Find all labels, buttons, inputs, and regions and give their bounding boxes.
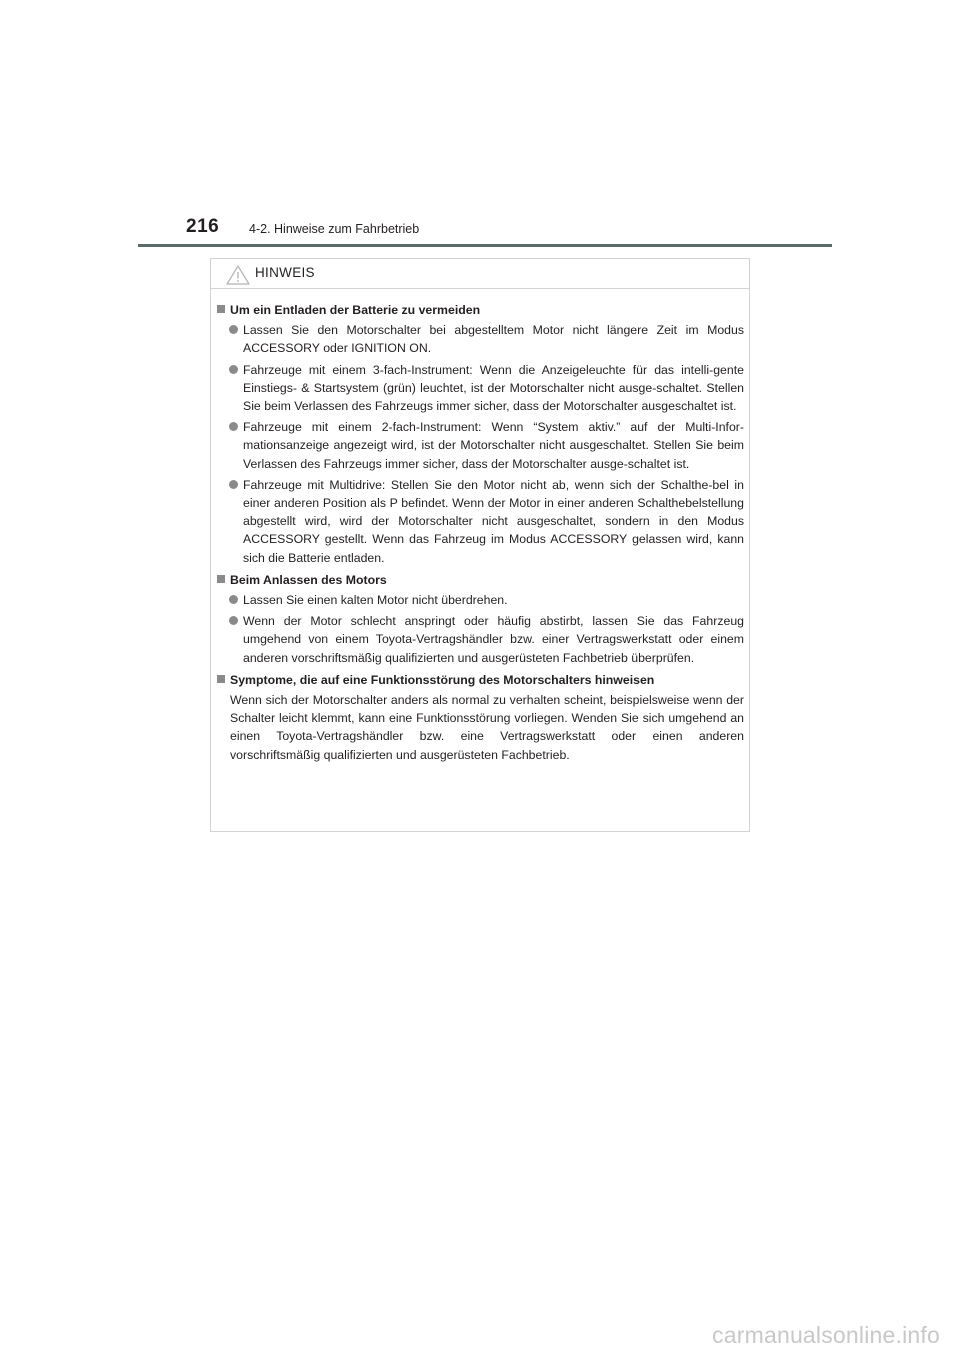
section-heading — [217, 571, 744, 589]
bullet-item — [217, 591, 744, 609]
bullet-text: Fahrzeuge mit einem 2-fach-Instrument: Wenn “System aktiv.” auf der Multi-Infor-mationsanzeige angezeigt wird, ist der Motorschalter nicht ausgeschaltet. Stellen Sie beim Verlassen des Fahrzeugs immer sicher, dass der Motorschalter ausge-schaltet ist. — [243, 420, 744, 471]
bullet-item — [217, 476, 744, 567]
warning-triangle-icon — [226, 265, 250, 285]
notice-header — [211, 259, 749, 289]
bullet-item — [217, 321, 744, 357]
bullet-text: Lassen Sie einen kalten Motor nicht überdrehen. — [243, 593, 508, 608]
round-bullet-icon — [229, 325, 238, 334]
round-bullet-icon — [229, 616, 238, 625]
section-heading — [217, 301, 744, 319]
round-bullet-icon — [229, 595, 238, 604]
notice-box — [210, 258, 750, 832]
section-text: Wenn sich der Motorschalter anders als normal zu verhalten scheint, beispielsweise wenn der Schalter leicht klemmt, kann eine Funktionsstörung vorliegen. Wenden Sie sich umgehend an einen Toyota-Vertragshändler bzw. eine Vertragswerkstatt oder einen anderen vorschriftsmäßig qualifizierten und ausgerüsteten Fachbetrieb. — [230, 693, 744, 762]
square-bullet-icon — [217, 675, 225, 683]
section-battery — [217, 301, 744, 567]
bullet-text: Fahrzeuge mit Multidrive: Stellen Sie den Motor nicht ab, wenn sich der Schalthe-bel in einer anderen Position als P befindet. Wenn der Motor in einer anderen Schalthebelstellung abgestellt wird, wird der Motorschalter nicht ausgeschaltet, sondern in den Modus ACCESSORY gestellt. Wenn das Fahrzeug im Modus ACCESSORY gelassen wird, kann sich die Batterie entladen. — [243, 477, 744, 565]
header-rule — [138, 244, 832, 247]
page-number: 216 — [186, 216, 220, 237]
page-header — [186, 216, 836, 246]
section-title: 4-2. Hinweise zum Fahrbetrieb — [249, 222, 420, 236]
round-bullet-icon — [229, 422, 238, 431]
bullet-text: Wenn der Motor schlecht anspringt oder häufig abstirbt, lassen Sie das Fahrzeug umgehend von einem Toyota-Vertragshändler bzw. einer Vertragswerkstatt oder einem anderen vorschriftsmäßig qualifizierten und ausgerüsteten Fachbetrieb überprüfen. — [243, 614, 744, 665]
notice-title: HINWEIS — [255, 265, 315, 280]
bullet-item — [217, 612, 744, 667]
section-heading-text: Um ein Entladen der Batterie zu vermeiden — [230, 303, 481, 317]
section-heading-text: Beim Anlassen des Motors — [230, 572, 387, 587]
footer-watermark: carmanualsonline.info — [712, 1322, 940, 1348]
bullet-item — [217, 361, 744, 416]
section-starting — [217, 571, 744, 667]
notice-body — [217, 301, 744, 764]
bullet-text: Fahrzeuge mit einem 3-fach-Instrument: Wenn die Anzeigeleuchte für das intelli-gente Einstiegs- & Startsystem (grün) leuchtet, ist der Motorschalter nicht ausge-schaltet. Stellen Sie beim Verlassen des Fahrzeugs immer sicher, dass der Motorschalter ausgeschaltet ist. — [243, 362, 744, 414]
round-bullet-icon — [229, 365, 238, 374]
section-heading — [217, 671, 744, 689]
bullet-item — [217, 418, 744, 473]
square-bullet-icon — [217, 575, 225, 583]
bullet-text: Lassen Sie den Motorschalter bei abgestelltem Motor nicht längere Zeit im Modus ACCESSORY oder IGNITION ON. — [243, 323, 744, 356]
round-bullet-icon — [229, 480, 238, 489]
square-bullet-icon — [217, 305, 225, 313]
section-heading-text: Symptome, die auf eine Funktionsstörung des Motorschalters hinweisen — [230, 672, 655, 687]
section-symptoms — [217, 671, 744, 764]
